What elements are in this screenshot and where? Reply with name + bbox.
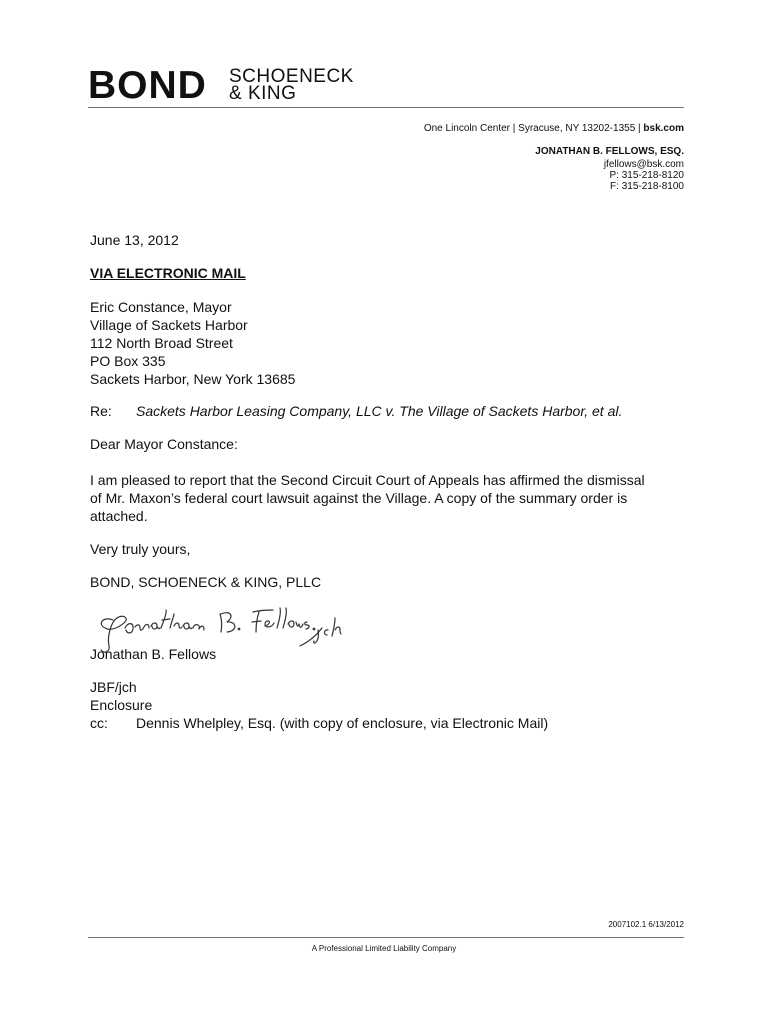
recipient-line: Sackets Harbor, New York 13685 <box>90 371 296 387</box>
footer-divider <box>88 937 684 938</box>
signer-name: Jonathan B. Fellows <box>90 646 217 662</box>
re-label: Re: <box>90 403 112 419</box>
logo-king: & KING <box>229 83 297 104</box>
footer-company-type: A Professional Limited Liability Company <box>311 944 457 953</box>
website-link[interactable]: bsk.com <box>643 123 684 134</box>
re-subject: Sackets Harbor Leasing Company, LLC v. The Village of Sackets Harbor, et al. <box>136 403 623 419</box>
sender-name: JONATHAN B. FELLOWS, ESQ. <box>535 146 684 157</box>
recipient-line: Eric Constance, Mayor <box>90 299 232 315</box>
cc-recipient: Dennis Whelpley, Esq. (with copy of enclosure, via Electronic Mail) <box>136 715 549 731</box>
document-number: 2007102.1 6/13/2012 <box>608 920 684 929</box>
firm-name: BOND, SCHOENECK & KING, PLLC <box>90 574 322 590</box>
delivery-method: VIA ELECTRONIC MAIL <box>90 265 246 281</box>
recipient-line: 112 North Broad Street <box>90 335 233 351</box>
typist-initials: JBF/jch <box>90 679 137 695</box>
body-paragraph: I am pleased to report that the Second Circuit Court of Appeals has affirmed the dismissal of Mr. Maxon’s federal court lawsuit against the Village. A copy of the summary order is attached. <box>90 472 645 524</box>
address-text: One Lincoln Center | Syracuse, NY 13202-1355 | <box>423 123 641 134</box>
closing: Very truly yours, <box>90 541 191 557</box>
cc-label: cc: <box>90 715 108 731</box>
logo-schoeneck: SCHOENECK <box>229 66 354 87</box>
recipient-line: PO Box 335 <box>90 353 166 369</box>
logo-bond: BOND <box>88 64 207 107</box>
letter-date: June 13, 2012 <box>90 232 179 248</box>
firm-address <box>424 123 684 134</box>
sender-phone: P: 315-218-8120 <box>609 170 684 181</box>
enclosure-note: Enclosure <box>90 697 153 713</box>
recipient-line: Village of Sackets Harbor <box>90 317 248 333</box>
recipient-address <box>90 298 295 388</box>
salutation: Dear Mayor Constance: <box>90 436 238 452</box>
sender-fax: F: 315-218-8100 <box>610 181 684 192</box>
header-divider <box>88 107 684 108</box>
sender-email[interactable]: jfellows@bsk.com <box>603 159 684 170</box>
